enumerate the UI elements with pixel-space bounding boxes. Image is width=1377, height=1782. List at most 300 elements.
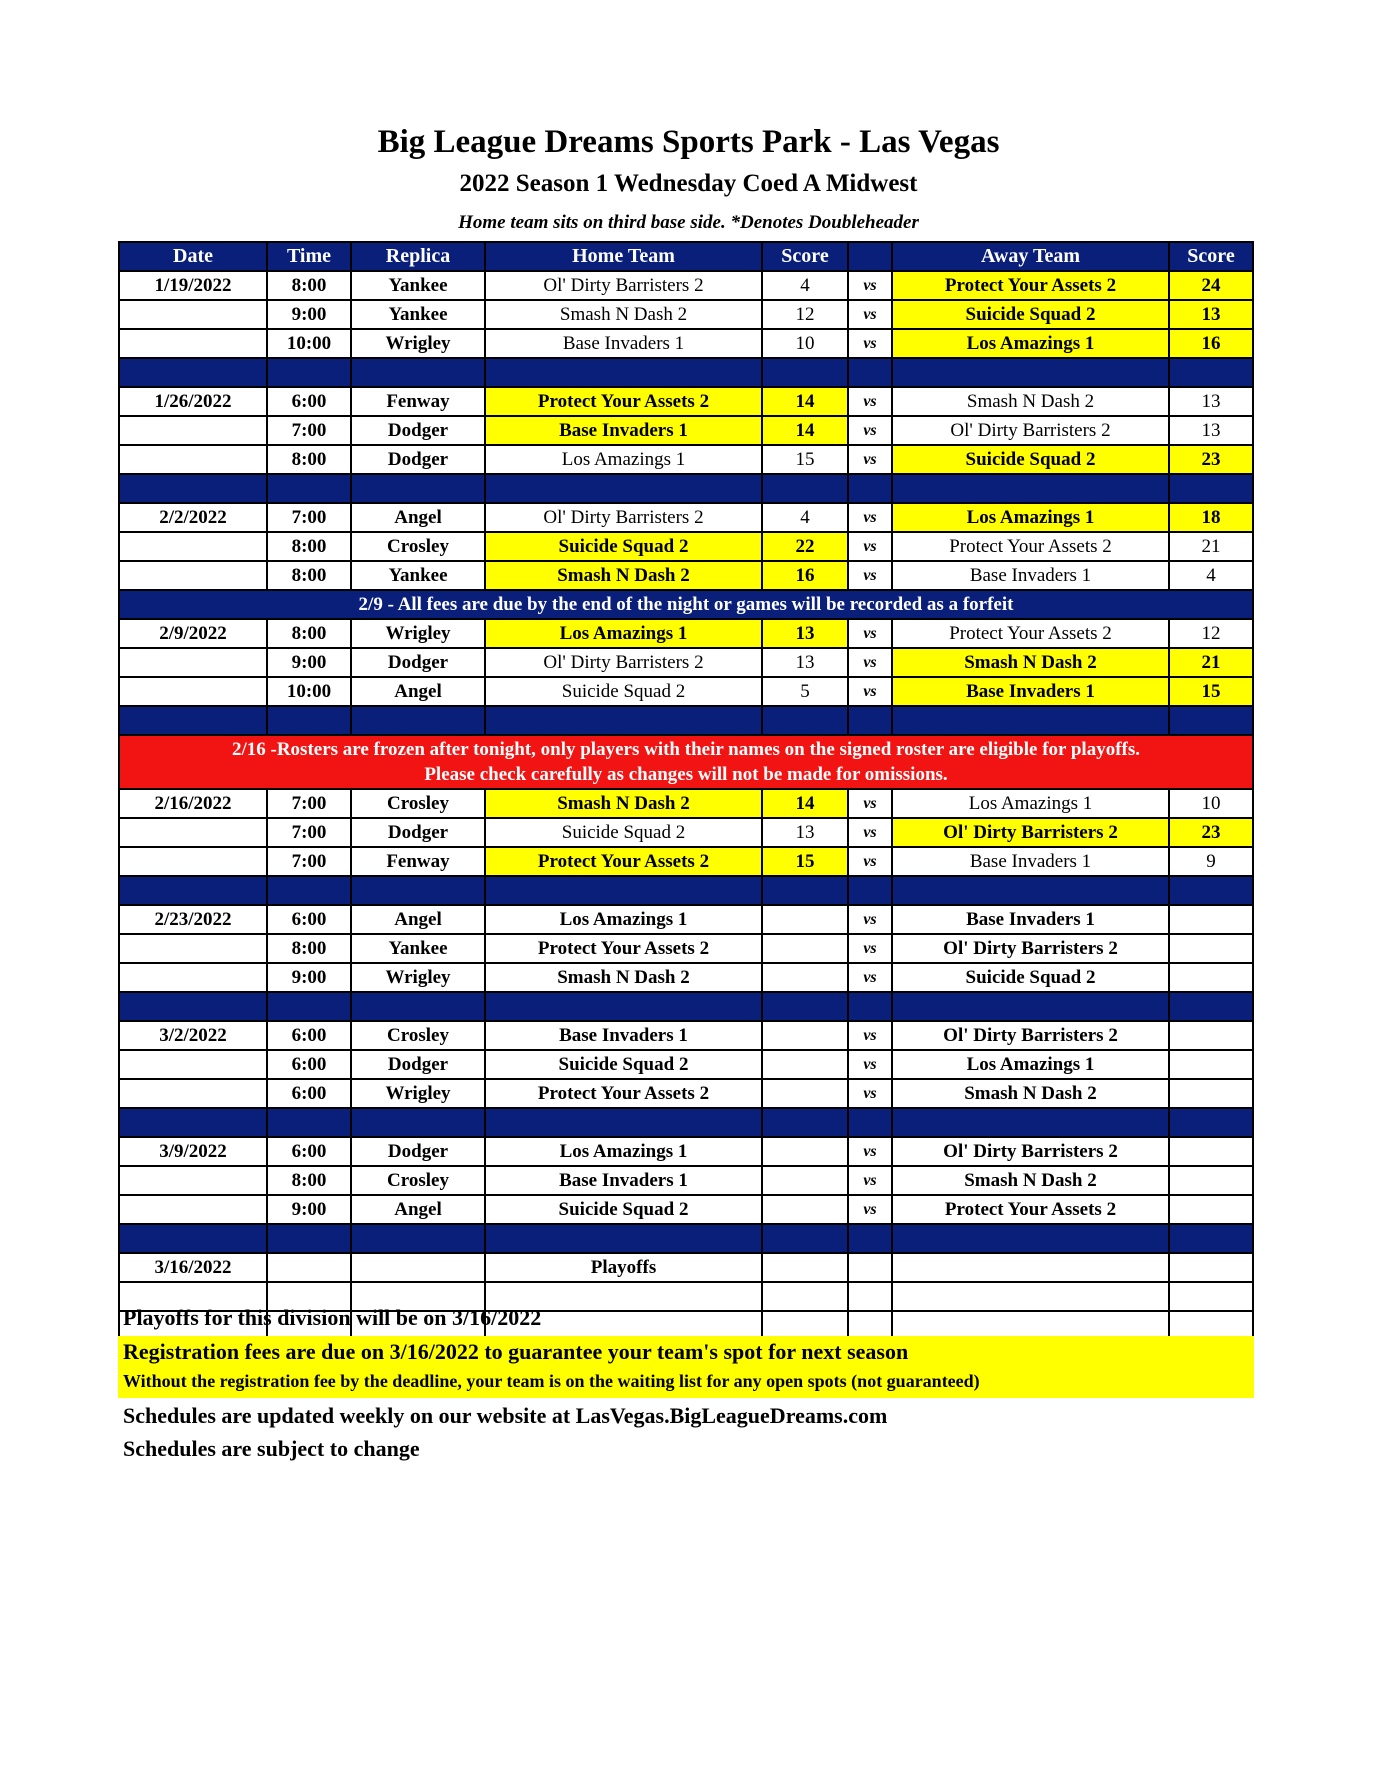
replica-cell: Crosley [351,1166,485,1195]
away-team-cell [892,1253,1169,1282]
away-team-cell: Protect Your Assets 2 [892,532,1169,561]
vs-cell: vs [848,818,892,847]
away-score-cell: 21 [1169,532,1253,561]
away-team-cell: Los Amazings 1 [892,503,1169,532]
replica-cell: Wrigley [351,329,485,358]
home-team-cell: Suicide Squad 2 [485,818,762,847]
separator-cell [848,876,892,905]
home-score-cell [762,934,848,963]
col-date: Date [119,242,267,271]
away-team-cell: Suicide Squad 2 [892,445,1169,474]
away-team-cell: Base Invaders 1 [892,677,1169,706]
vs-cell: vs [848,619,892,648]
separator-cell [119,876,267,905]
separator-cell [267,992,351,1021]
replica-cell: Fenway [351,847,485,876]
vs-cell: vs [848,1050,892,1079]
time-cell: 7:00 [267,503,351,532]
separator-cell [485,706,762,735]
away-team-cell: Smash N Dash 2 [892,387,1169,416]
date-cell [119,963,267,992]
separator-cell [485,358,762,387]
date-cell [119,416,267,445]
game-row [119,329,1253,358]
replica-cell: Dodger [351,648,485,677]
vs-cell: vs [848,1021,892,1050]
home-team-cell: Smash N Dash 2 [485,300,762,329]
game-row [119,503,1253,532]
away-team-cell: Protect Your Assets 2 [892,619,1169,648]
replica-cell: Fenway [351,387,485,416]
home-score-cell [762,1050,848,1079]
away-team-cell: Protect Your Assets 2 [892,1195,1169,1224]
date-cell: 2/9/2022 [119,619,267,648]
separator-cell [267,1108,351,1137]
time-cell: 8:00 [267,619,351,648]
date-cell [119,1195,267,1224]
replica-cell: Crosley [351,789,485,818]
separator-cell [119,706,267,735]
home-score-cell: 4 [762,503,848,532]
separator-cell [762,1108,848,1137]
vs-cell: vs [848,847,892,876]
away-score-cell [1169,934,1253,963]
home-team-cell: Suicide Squad 2 [485,532,762,561]
away-score-cell: 23 [1169,445,1253,474]
home-score-cell [762,1253,848,1282]
separator-cell [351,876,485,905]
separator-cell [762,706,848,735]
vs-cell: vs [848,300,892,329]
home-score-cell: 4 [762,271,848,300]
time-cell: 6:00 [267,1079,351,1108]
home-team-cell: Los Amazings 1 [485,619,762,648]
vs-cell: vs [848,677,892,706]
col-home-team: Home Team [485,242,762,271]
date-cell [119,847,267,876]
home-team-cell: Protect Your Assets 2 [485,847,762,876]
away-score-cell: 12 [1169,619,1253,648]
away-team-cell: Ol' Dirty Barristers 2 [892,416,1169,445]
fees-banner-row [119,590,1253,619]
page-subtitle: 2022 Season 1 Wednesday Coed A Midwest [459,170,918,197]
away-score-cell: 10 [1169,789,1253,818]
fees-banner: 2/9 - All fees are due by the end of the night or games will be recorded as a forfeit [119,590,1253,619]
date-cell: 2/2/2022 [119,503,267,532]
game-row [119,1166,1253,1195]
date-cell: 2/16/2022 [119,789,267,818]
time-cell: 9:00 [267,648,351,677]
home-team-cell: Smash N Dash 2 [485,561,762,590]
home-team-cell: Protect Your Assets 2 [485,934,762,963]
time-cell: 7:00 [267,847,351,876]
col-home-score: Score [762,242,848,271]
home-team-cell: Base Invaders 1 [485,416,762,445]
home-score-cell [762,1166,848,1195]
time-cell: 6:00 [267,387,351,416]
home-score-cell: 15 [762,445,848,474]
replica-cell: Wrigley [351,619,485,648]
game-row [119,905,1253,934]
away-team-cell: Base Invaders 1 [892,905,1169,934]
away-score-cell [1169,1282,1253,1311]
page-title: Big League Dreams Sports Park - Las Vegas [377,124,1000,160]
vs-cell [848,1253,892,1282]
schedule-table [118,241,1254,1370]
vs-cell: vs [848,963,892,992]
vs-cell: vs [848,1166,892,1195]
vs-cell: vs [848,329,892,358]
replica-cell [351,1253,485,1282]
separator-cell [762,474,848,503]
separator-cell [351,992,485,1021]
vs-cell: vs [848,387,892,416]
home-score-cell: 10 [762,329,848,358]
separator-cell [848,1108,892,1137]
replica-cell: Wrigley [351,963,485,992]
separator-cell [1169,358,1253,387]
separator-row [119,358,1253,387]
game-row [119,1021,1253,1050]
separator-cell [351,1108,485,1137]
game-row [119,532,1253,561]
separator-cell [1169,706,1253,735]
separator-cell [119,1108,267,1137]
home-team-cell: Base Invaders 1 [485,1021,762,1050]
home-team-cell: Base Invaders 1 [485,1166,762,1195]
away-score-cell: 13 [1169,416,1253,445]
separator-row [119,992,1253,1021]
vs-cell: vs [848,532,892,561]
col-time: Time [267,242,351,271]
replica-cell: Dodger [351,818,485,847]
separator-row [119,706,1253,735]
separator-cell [119,474,267,503]
vs-cell: vs [848,1137,892,1166]
time-cell: 6:00 [267,1050,351,1079]
separator-cell [892,706,1169,735]
time-cell: 8:00 [267,561,351,590]
separator-cell [1169,1108,1253,1137]
away-score-cell [1169,1021,1253,1050]
time-cell: 6:00 [267,1137,351,1166]
home-team-cell: Los Amazings 1 [485,1137,762,1166]
separator-cell [267,876,351,905]
home-score-cell [762,1079,848,1108]
separator-cell [762,876,848,905]
roster-alert-row [119,735,1253,789]
game-row [119,677,1253,706]
replica-cell: Angel [351,1195,485,1224]
replica-cell: Angel [351,503,485,532]
vs-cell: vs [848,445,892,474]
roster-alert-line: 2/16 -Rosters are frozen after tonight, only players with their names on the signed roster are eligible for playoffs. [231,739,1141,760]
replica-cell: Angel [351,905,485,934]
home-score-cell: 13 [762,619,848,648]
home-team-cell: Ol' Dirty Barristers 2 [485,503,762,532]
home-team-cell: Suicide Squad 2 [485,1050,762,1079]
separator-cell [848,706,892,735]
time-cell: 6:00 [267,1021,351,1050]
home-team-cell: Ol' Dirty Barristers 2 [485,648,762,677]
date-cell [119,934,267,963]
replica-cell: Yankee [351,561,485,590]
home-team-cell: Smash N Dash 2 [485,963,762,992]
separator-cell [892,876,1169,905]
time-cell: 9:00 [267,300,351,329]
separator-cell [762,992,848,1021]
game-row [119,1079,1253,1108]
schedule-body [119,271,1253,1369]
replica-cell: Yankee [351,934,485,963]
game-row [119,963,1253,992]
registration-warning: Without the registration fee by the deadline, your team is on the waiting list for any open spots (not guaranteed) [123,1371,980,1391]
away-team-cell: Protect Your Assets 2 [892,271,1169,300]
separator-cell [848,992,892,1021]
away-team-cell [892,1282,1169,1311]
home-team-cell: Playoffs [485,1253,762,1282]
time-cell: 8:00 [267,445,351,474]
home-team-cell: Los Amazings 1 [485,905,762,934]
vs-cell: vs [848,934,892,963]
date-cell [119,300,267,329]
home-score-cell: 13 [762,818,848,847]
separator-cell [892,1224,1169,1253]
home-team-cell: Protect Your Assets 2 [485,387,762,416]
date-cell [119,818,267,847]
time-cell: 8:00 [267,271,351,300]
away-team-cell: Smash N Dash 2 [892,1166,1169,1195]
replica-cell: Crosley [351,1021,485,1050]
separator-cell [485,1224,762,1253]
col-away-score: Score [1169,242,1253,271]
separator-cell [485,474,762,503]
vs-cell [848,1282,892,1311]
vs-cell: vs [848,503,892,532]
separator-cell [892,992,1169,1021]
away-team-cell: Ol' Dirty Barristers 2 [892,934,1169,963]
roster-alert [119,735,1253,789]
separator-cell [762,358,848,387]
date-cell: 3/2/2022 [119,1021,267,1050]
away-score-cell [1169,963,1253,992]
replica-cell: Dodger [351,1137,485,1166]
separator-cell [351,358,485,387]
date-cell [119,445,267,474]
game-row [119,561,1253,590]
home-team-cell: Los Amazings 1 [485,445,762,474]
replica-cell: Yankee [351,271,485,300]
website-note: Schedules are updated weekly on our website at LasVegas.BigLeagueDreams.com [123,1403,888,1428]
game-row [119,445,1253,474]
away-team-cell: Smash N Dash 2 [892,1079,1169,1108]
home-score-cell: 13 [762,648,848,677]
separator-cell [485,992,762,1021]
game-row [119,387,1253,416]
away-team-cell: Suicide Squad 2 [892,963,1169,992]
separator-cell [892,1108,1169,1137]
separator-row [119,876,1253,905]
col-vs [848,242,892,271]
date-cell: 1/26/2022 [119,387,267,416]
change-note: Schedules are subject to change [123,1436,420,1461]
away-score-cell: 9 [1169,847,1253,876]
away-score-cell: 18 [1169,503,1253,532]
replica-cell: Dodger [351,416,485,445]
separator-cell [267,706,351,735]
registration-note: Registration fees are due on 3/16/2022 to guarantee your team's spot for next season [123,1339,909,1364]
separator-cell [119,358,267,387]
separator-cell [892,358,1169,387]
away-score-cell: 21 [1169,648,1253,677]
home-score-cell: 14 [762,416,848,445]
separator-row [119,474,1253,503]
game-row [119,300,1253,329]
date-cell [119,677,267,706]
separator-cell [267,1224,351,1253]
away-score-cell: 15 [1169,677,1253,706]
time-cell: 10:00 [267,329,351,358]
time-cell: 7:00 [267,416,351,445]
time-cell: 6:00 [267,905,351,934]
game-row [119,271,1253,300]
game-row [119,1050,1253,1079]
date-cell [119,1166,267,1195]
time-cell: 8:00 [267,1166,351,1195]
separator-cell [485,1108,762,1137]
date-cell [119,561,267,590]
home-score-cell [762,1282,848,1311]
replica-cell: Crosley [351,532,485,561]
separator-cell [1169,876,1253,905]
time-cell: 7:00 [267,789,351,818]
away-score-cell [1169,1166,1253,1195]
home-team-note: Home team sits on third base side. *Denotes Doubleheader [458,212,919,233]
away-score-cell: 23 [1169,818,1253,847]
away-team-cell: Smash N Dash 2 [892,648,1169,677]
game-row [119,1195,1253,1224]
col-away-team: Away Team [892,242,1169,271]
date-cell [119,329,267,358]
separator-cell [848,358,892,387]
separator-cell [892,474,1169,503]
game-row [119,619,1253,648]
home-team-cell: Suicide Squad 2 [485,677,762,706]
away-score-cell: 13 [1169,300,1253,329]
game-row [119,818,1253,847]
vs-cell: vs [848,416,892,445]
home-score-cell [762,1195,848,1224]
away-score-cell: 4 [1169,561,1253,590]
home-team-cell: Smash N Dash 2 [485,789,762,818]
home-score-cell: 12 [762,300,848,329]
away-score-cell [1169,1137,1253,1166]
home-score-cell: 15 [762,847,848,876]
home-team-cell: Base Invaders 1 [485,329,762,358]
separator-cell [1169,992,1253,1021]
home-score-cell [762,1021,848,1050]
time-cell: 7:00 [267,818,351,847]
vs-cell: vs [848,561,892,590]
vs-cell: vs [848,648,892,677]
game-row [119,934,1253,963]
time-cell: 9:00 [267,1195,351,1224]
home-score-cell: 16 [762,561,848,590]
header-row [119,242,1253,271]
playoffs-note: Playoffs for this division will be on 3/16/2022 [123,1305,542,1330]
date-cell [119,532,267,561]
away-team-cell: Los Amazings 1 [892,789,1169,818]
time-cell: 10:00 [267,677,351,706]
date-cell [119,1050,267,1079]
home-team-cell: Suicide Squad 2 [485,1195,762,1224]
home-score-cell: 22 [762,532,848,561]
time-cell [267,1253,351,1282]
date-cell: 2/23/2022 [119,905,267,934]
game-row [119,1137,1253,1166]
separator-cell [267,358,351,387]
replica-cell: Dodger [351,1050,485,1079]
separator-row [119,1108,1253,1137]
game-row [119,648,1253,677]
away-team-cell: Ol' Dirty Barristers 2 [892,818,1169,847]
game-row [119,789,1253,818]
replica-cell: Dodger [351,445,485,474]
game-row [119,847,1253,876]
away-team-cell: Base Invaders 1 [892,847,1169,876]
away-score-cell [1169,1195,1253,1224]
separator-cell [1169,1224,1253,1253]
separator-cell [485,876,762,905]
home-team-cell: Protect Your Assets 2 [485,1079,762,1108]
away-team-cell: Ol' Dirty Barristers 2 [892,1137,1169,1166]
home-score-cell [762,963,848,992]
vs-cell: vs [848,1079,892,1108]
game-row [119,416,1253,445]
away-score-cell: 24 [1169,271,1253,300]
home-score-cell: 5 [762,677,848,706]
home-score-cell [762,1137,848,1166]
date-cell: 3/16/2022 [119,1253,267,1282]
away-score-cell [1169,905,1253,934]
roster-alert-line: Please check carefully as changes will not be made for omissions. [424,764,948,785]
away-score-cell [1169,1253,1253,1282]
date-cell [119,648,267,677]
date-cell [119,1079,267,1108]
date-cell: 3/9/2022 [119,1137,267,1166]
separator-cell [1169,474,1253,503]
time-cell: 8:00 [267,934,351,963]
vs-cell: vs [848,789,892,818]
separator-cell [119,1224,267,1253]
vs-cell: vs [848,905,892,934]
separator-cell [267,474,351,503]
separator-cell [762,1224,848,1253]
separator-row [119,1224,1253,1253]
vs-cell: vs [848,271,892,300]
away-score-cell [1169,1050,1253,1079]
replica-cell: Angel [351,677,485,706]
separator-cell [848,474,892,503]
away-team-cell: Ol' Dirty Barristers 2 [892,1021,1169,1050]
away-team-cell: Suicide Squad 2 [892,300,1169,329]
home-team-cell: Ol' Dirty Barristers 2 [485,271,762,300]
home-score-cell: 14 [762,387,848,416]
away-team-cell: Base Invaders 1 [892,561,1169,590]
separator-cell [351,474,485,503]
separator-cell [351,1224,485,1253]
game-row [119,1253,1253,1282]
